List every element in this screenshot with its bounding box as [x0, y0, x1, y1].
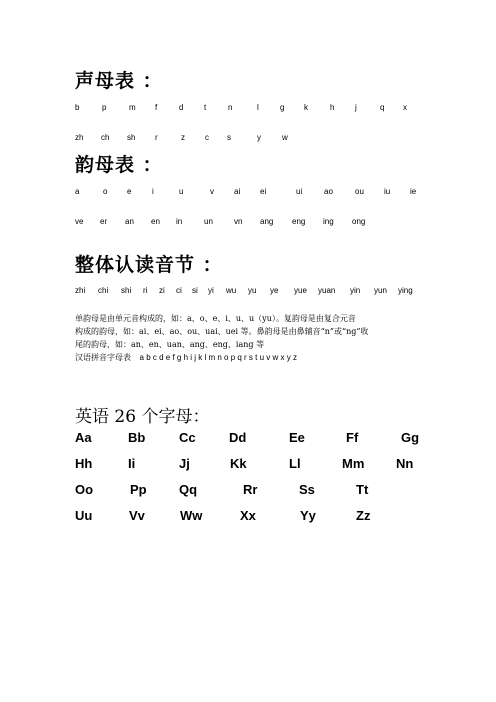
zhengti-item: yue: [294, 286, 307, 295]
yunmu-item: e: [127, 187, 132, 196]
yunmu-item: v: [210, 187, 214, 196]
english-letter-pair: Zz: [356, 508, 371, 523]
shengmu-item: q: [380, 103, 385, 112]
yunmu-item: ai: [234, 187, 241, 196]
yunmu-item: u: [179, 187, 184, 196]
yunmu-item: eng: [292, 217, 306, 226]
english-letter-pair: Oo: [75, 482, 94, 497]
english-letter-pair: Rr: [243, 482, 258, 497]
yunmu-item: i: [152, 187, 154, 196]
zhengti-item: yuan: [318, 286, 336, 295]
english-row-3: [0, 482, 496, 496]
shengmu-item: d: [179, 103, 184, 112]
shengmu-item: m: [129, 103, 136, 112]
shengmu-item: b: [75, 103, 80, 112]
zhengti-item: ye: [270, 286, 279, 295]
pinyin-alphabet-label: 汉语拼音字母表: [75, 353, 131, 362]
paragraph-line-1: 单韵母是由单元音构成的，如：a、o、e、i、u、u（yu）。复韵母是由复合元音: [75, 314, 356, 323]
shengmu-item: y: [257, 133, 261, 142]
yunmu-item: ie: [410, 187, 417, 196]
pinyin-alphabet-letters: a b c d e f g h i j k l m n o p q r s t u v w x y z: [139, 353, 297, 362]
zhengti-item: yun: [374, 286, 387, 295]
english-letter-pair: Nn: [396, 456, 414, 471]
shengmu-item: sh: [127, 133, 136, 142]
english-letter-pair: Kk: [230, 456, 247, 471]
yunmu-title: 韵母表 ：: [75, 154, 163, 176]
yunmu-item: ve: [75, 217, 84, 226]
zhengti-item: si: [192, 286, 198, 295]
zhengti-item: ying: [398, 286, 413, 295]
yunmu-item: an: [125, 217, 134, 226]
paragraph-line-4: [75, 351, 368, 364]
shengmu-item: r: [155, 133, 158, 142]
english-letter-pair: Mm: [342, 456, 365, 471]
english-letter-pair: Gg: [401, 430, 420, 445]
yunmu-item: iu: [384, 187, 391, 196]
shengmu-item: j: [355, 103, 357, 112]
zhengti-item: zi: [159, 286, 165, 295]
yunmu-item: ang: [260, 217, 274, 226]
shengmu-item: c: [205, 133, 209, 142]
shengmu-row-1: [0, 103, 496, 117]
zhengti-row-1: [0, 286, 496, 300]
shengmu-title: 声母表 ：: [75, 70, 163, 92]
english-row-1: [0, 430, 496, 444]
yunmu-item: vn: [234, 217, 243, 226]
yunmu-item: er: [100, 217, 108, 226]
yunmu-item: in: [176, 217, 183, 226]
english-row-2: [0, 456, 496, 470]
shengmu-item: ch: [101, 133, 110, 142]
english-letter-pair: Yy: [300, 508, 316, 523]
shengmu-item: w: [282, 133, 288, 142]
shengmu-item: z: [181, 133, 185, 142]
zhengti-item: ri: [143, 286, 148, 295]
english-letter-pair: Dd: [229, 430, 247, 445]
yunmu-row-2: [0, 217, 496, 231]
shengmu-item: k: [304, 103, 308, 112]
english-letter-pair: Ff: [346, 430, 359, 445]
english-letter-pair: Jj: [179, 456, 190, 471]
english-letter-pair: Uu: [75, 508, 93, 523]
english-letter-pair: Ii: [128, 456, 136, 471]
paragraph-line-2: 构成的韵母，如：ai、ei、ao、ou、uai、uei 等。鼻韵母是由鼻辅音“n”或“ng”收: [75, 327, 369, 336]
english-letter-pair: Qq: [179, 482, 198, 497]
shengmu-item: n: [228, 103, 233, 112]
english-letter-pair: Ll: [289, 456, 301, 471]
english-letter-pair: Aa: [75, 430, 92, 445]
shengmu-item: f: [155, 103, 158, 112]
yunmu-item: ing: [323, 217, 334, 226]
yunmu-item: ui: [296, 187, 303, 196]
yunmu-explanation: [75, 312, 368, 364]
shengmu-item: t: [204, 103, 207, 112]
paragraph-line-3: 尾的韵母，如：an、en、uan、ang、eng、iang 等: [75, 340, 265, 349]
yunmu-item: a: [75, 187, 80, 196]
zhengti-title: 整体认读音节 ：: [75, 254, 223, 276]
zhengti-item: yu: [248, 286, 257, 295]
english-title: 英语 26 个字母：: [75, 407, 210, 427]
yunmu-item: ou: [355, 187, 364, 196]
yunmu-item: un: [204, 217, 213, 226]
shengmu-item: s: [227, 133, 231, 142]
english-letter-pair: Hh: [75, 456, 93, 471]
english-row-4: [0, 508, 496, 522]
english-letter-pair: Tt: [356, 482, 369, 497]
shengmu-item: l: [257, 103, 259, 112]
yunmu-item: ao: [324, 187, 333, 196]
english-letter-pair: Ee: [289, 430, 305, 445]
english-letter-pair: Vv: [129, 508, 145, 523]
yunmu-item: en: [151, 217, 160, 226]
shengmu-item: p: [102, 103, 107, 112]
zhengti-item: yi: [208, 286, 214, 295]
zhengti-item: ci: [176, 286, 182, 295]
english-letter-pair: Ss: [299, 482, 315, 497]
zhengti-item: wu: [226, 286, 237, 295]
shengmu-item: x: [403, 103, 407, 112]
english-letter-pair: Xx: [240, 508, 256, 523]
zhengti-item: zhi: [75, 286, 86, 295]
shengmu-item: g: [280, 103, 285, 112]
yunmu-item: ong: [352, 217, 366, 226]
yunmu-item: o: [103, 187, 108, 196]
english-letter-pair: Pp: [130, 482, 147, 497]
zhengti-item: chi: [98, 286, 109, 295]
english-letter-pair: Ww: [180, 508, 203, 523]
english-letter-pair: Bb: [128, 430, 146, 445]
shengmu-row-2: [0, 133, 496, 147]
yunmu-item: ei: [260, 187, 267, 196]
shengmu-item: h: [330, 103, 335, 112]
zhengti-item: shi: [121, 286, 132, 295]
yunmu-row-1: [0, 187, 496, 201]
zhengti-item: yin: [350, 286, 361, 295]
english-letter-pair: Cc: [179, 430, 196, 445]
shengmu-item: zh: [75, 133, 84, 142]
